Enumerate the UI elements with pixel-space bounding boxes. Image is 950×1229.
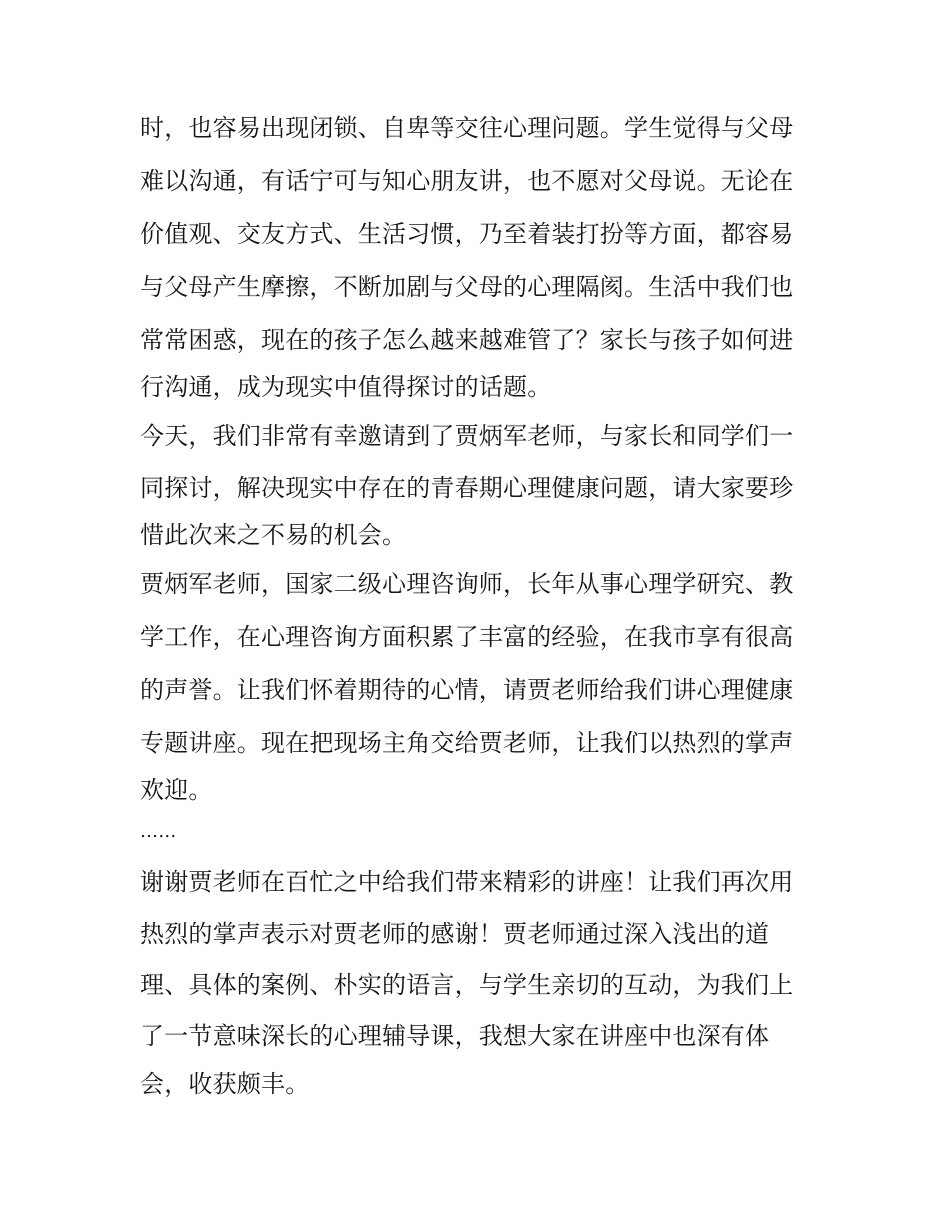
text-line: 常常困惑，现在的孩子怎么越来越难管了？家长与孩子如何进 — [140, 326, 794, 354]
text-line: 热烈的掌声表示对贾老师的感谢！贾老师通过深入浅出的道 — [140, 920, 770, 948]
text-line: 谢谢贾老师在百忙之中给我们带来精彩的讲座！让我们再次用 — [140, 868, 794, 896]
text-line: 了一节意味深长的心理辅导课，我想大家在讲座中也深有体 — [140, 1022, 770, 1050]
text-line: 的声誉。让我们怀着期待的心情，请贾老师给我们讲心理健康 — [140, 676, 794, 704]
ellipsis: …… — [140, 821, 177, 842]
text-line: 今天，我们非常有幸邀请到了贾炳军老师，与家长和同学们一 — [140, 422, 794, 450]
text-line: 贾炳军老师，国家二级心理咨询师，长年从事心理学研究、教 — [140, 570, 794, 598]
text-line: 专题讲座。现在把现场主角交给贾老师，让我们以热烈的掌声 — [140, 729, 794, 757]
text-line: 时，也容易出现闭锁、自卑等交往心理问题。学生觉得与父母 — [140, 114, 794, 142]
text-line: 欢迎。 — [140, 776, 213, 804]
text-line: 学工作，在心理咨询方面积累了丰富的经验，在我市享有很高 — [140, 623, 794, 651]
text-line: 惜此次来之不易的机会。 — [140, 521, 407, 549]
text-line: 同探讨，解决现实中存在的青春期心理健康问题，请大家要珍 — [140, 474, 794, 502]
text-line: 行沟通，成为现实中值得探讨的话题。 — [140, 373, 552, 401]
text-line: 难以沟通，有话宁可与知心朋友讲，也不愿对父母说。无论在 — [140, 167, 794, 195]
text-line: 理、具体的案例、朴实的语言，与学生亲切的互动，为我们上 — [140, 971, 794, 999]
text-line: 与父母产生摩擦，不断加剧与父母的心理隔阂。生活中我们也 — [140, 273, 794, 301]
text-line: 会，收获颇丰。 — [140, 1070, 310, 1098]
text-line: 价值观、交友方式、生活习惯，乃至着装打扮等方面，都容易 — [140, 220, 794, 248]
